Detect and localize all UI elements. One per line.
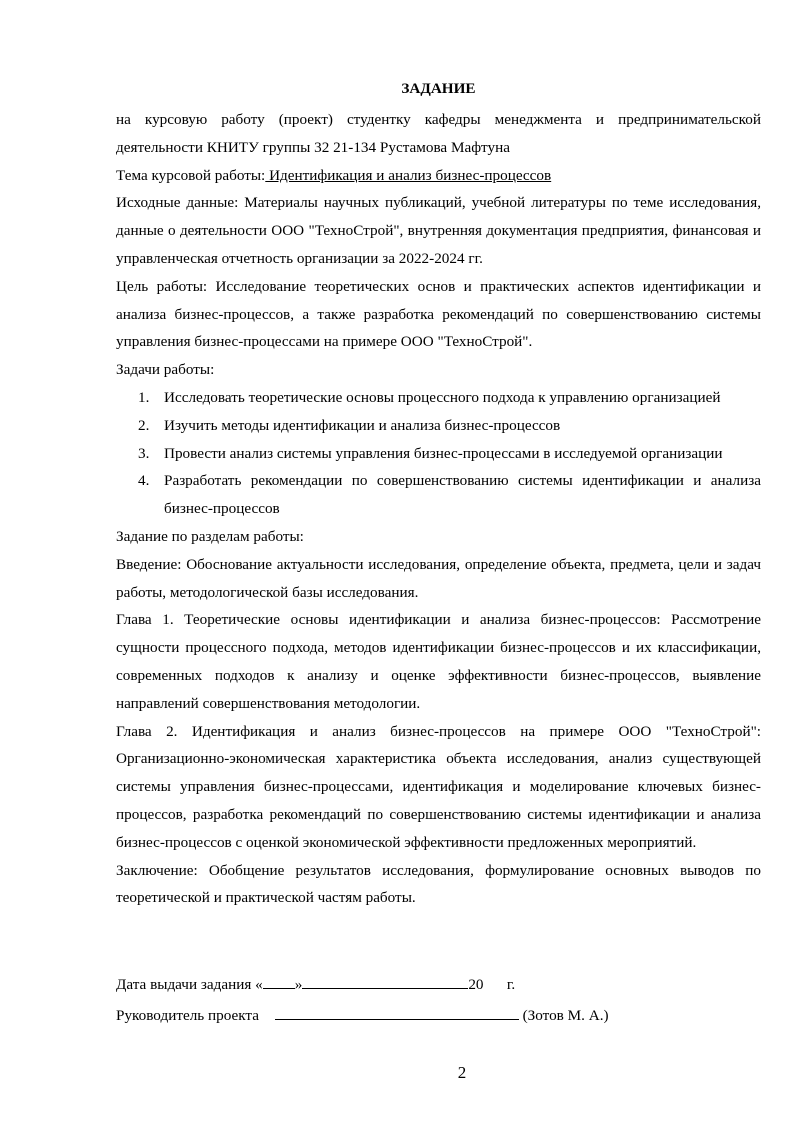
issue-year-blank: [484, 975, 496, 989]
supervisor-name: (Зотов М. А.): [522, 1007, 609, 1024]
supervisor-signature-blank: [275, 1005, 519, 1020]
list-item-number: 2.: [138, 416, 150, 434]
sections-heading: Задание по разделам работы:: [116, 527, 304, 545]
issue-date-label: Дата выдачи задания «: [116, 976, 263, 993]
list-item-text: Исследовать теоретические основы процессного подхода к управлению организацией: [164, 388, 721, 406]
introduction-paragraph: Введение: Обоснование актуальности исследования, определение объекта, предмета, цели и задач работы, методологической базы исследования.: [116, 555, 761, 601]
issue-day-blank: [263, 974, 295, 989]
issue-year-suffix: г.: [506, 976, 516, 993]
topic-line: [116, 162, 761, 190]
topic-value: Идентификация и анализ бизнес-процессов: [265, 166, 552, 184]
issue-date-close-quote: »: [294, 976, 303, 993]
list-item: [116, 467, 761, 523]
document-title: ЗАДАНИЕ: [401, 80, 476, 97]
page-number: 2: [457, 1063, 467, 1082]
topic-label: Тема курсовой работы:: [116, 166, 266, 184]
tasks-list: [116, 384, 761, 523]
list-item-number: 4.: [138, 472, 150, 490]
list-item-text: Провести анализ системы управления бизнес-процессами в исследуемой организации: [164, 444, 723, 462]
chapter2-paragraph: Глава 2. Идентификация и анализ бизнес-процессов на примере ООО "ТехноСтрой": Организационно-экономическая характеристика объекта исследования, анализ существующей системы управления бизнес-процессами, идентификация и моделирование ключевых бизнес-процессов, разработка рекомендаций по совершенствованию системы идентификации и анализа бизнес-процессов с оценкой экономической эффективности предложенных мероприятий.: [116, 722, 761, 851]
supervisor-label: Руководитель проекта: [116, 1007, 259, 1024]
assignment-body: [116, 78, 761, 912]
list-item: [116, 412, 761, 440]
supervisor-line: [116, 1005, 766, 1025]
list-item-number: 1.: [138, 388, 150, 406]
intro-paragraph: на курсовую работу (проект) студентку кафедры менеджмента и предпринимательской деятельности КНИТУ группы 32 21-134 Рустамова Мафтуна: [116, 111, 761, 156]
list-item-text: Изучить методы идентификации и анализа бизнес-процессов: [164, 416, 561, 434]
list-item-number: 3.: [138, 444, 150, 462]
issue-month-blank: [302, 974, 468, 989]
issue-date-line: [116, 974, 766, 994]
source-data-paragraph: Исходные данные: Материалы научных публикаций, учебной литературы по теме исследования, данные о деятельности ООО "ТехноСтрой", внутренняя документация предприятия, финансовая и управленческая отчетность организации за 2022-2024 гг.: [116, 194, 761, 267]
list-item-text: Разработать рекомендации по совершенствованию системы идентификации и анализа бизнес-процессов: [164, 472, 761, 518]
goal-paragraph: Цель работы: Исследование теоретических основ и практических аспектов идентификации и анализа бизнес-процессов, а также разработка рекомендаций по совершенствованию системы управления бизнес-процессами на примере ООО "ТехноСтрой".: [116, 277, 761, 351]
list-item: [116, 440, 761, 468]
issue-year-prefix: 20: [468, 976, 484, 993]
conclusion-paragraph: Заключение: Обобщение результатов исследования, формулирование основных выводов по теоретической и практической частям работы.: [116, 861, 761, 907]
tasks-heading: Задачи работы:: [116, 361, 215, 379]
chapter1-paragraph: Глава 1. Теоретические основы идентификации и анализа бизнес-процессов: Рассмотрение сущности процессного подхода, методов идентификации бизнес-процессов и их классификации, современных подходов к анализу и оценке эффективности бизнес-процессов, выявление направлений совершенствования методологии.: [116, 611, 761, 712]
list-item: [116, 384, 761, 412]
